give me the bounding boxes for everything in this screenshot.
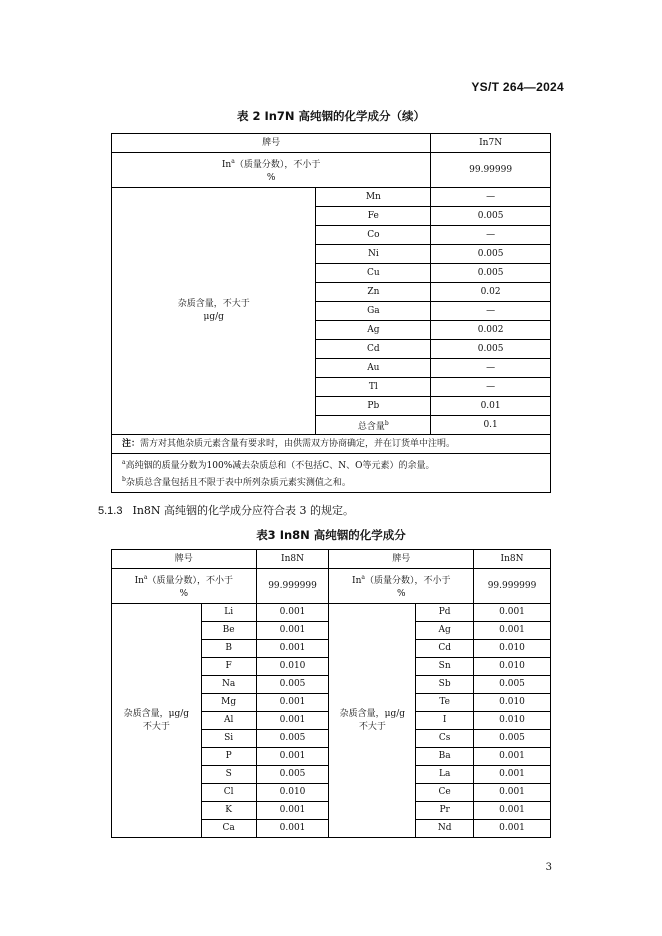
in-description: （质量分数），不小于 <box>364 576 451 586</box>
in-unit: % <box>266 173 276 183</box>
value-cell: 0.001 <box>256 802 329 820</box>
footnote-a-mark: a <box>122 459 126 466</box>
value-cell: 0.010 <box>474 694 551 712</box>
element-cell: Pr <box>416 802 474 820</box>
impurity-label-suffix: 不大于 <box>142 721 170 732</box>
table2-impurity-label <box>112 188 316 435</box>
element-cell: S <box>201 766 256 784</box>
element-cell: Tl <box>316 378 431 397</box>
value-cell: 0.001 <box>474 820 551 838</box>
value-cell: 0.02 <box>431 283 551 302</box>
impurity-label-text: 杂质含量，不大于 <box>177 299 250 309</box>
element-cell: Zn <box>316 283 431 302</box>
element-cell: Cd <box>416 640 474 658</box>
note-prefix: 注： <box>122 439 141 449</box>
table3-grade-header-left: 牌号 <box>112 550 257 569</box>
value-cell: 0.002 <box>431 321 551 340</box>
value-cell: 0.005 <box>431 264 551 283</box>
value-cell: 0.001 <box>256 820 329 838</box>
in-symbol: In <box>352 576 362 586</box>
value-cell: 0.001 <box>474 748 551 766</box>
value-cell: — <box>431 302 551 321</box>
element-cell: Si <box>201 730 256 748</box>
element-cell: F <box>201 658 256 676</box>
element-cell: Nd <box>416 820 474 838</box>
in-symbol: In <box>134 576 144 586</box>
element-cell: Ga <box>316 302 431 321</box>
table3-grade-header-right: 牌号 <box>329 550 474 569</box>
in-symbol: In <box>221 160 232 170</box>
page-number: 3 <box>545 862 552 873</box>
element-cell: Ba <box>416 748 474 766</box>
value-cell: 0.005 <box>431 340 551 359</box>
element-cell: Sn <box>416 658 474 676</box>
table2-grade-value: In7N <box>431 134 551 153</box>
clause-number: 5.1.3 <box>98 505 123 517</box>
total-value: 0.1 <box>431 416 551 435</box>
value-cell: 0.005 <box>256 676 329 694</box>
element-cell: Fe <box>316 207 431 226</box>
table2 <box>111 133 551 493</box>
value-cell: — <box>431 226 551 245</box>
footnote-mark-a: a <box>143 574 148 581</box>
value-cell: — <box>431 188 551 207</box>
table3-in-label-right <box>329 569 474 604</box>
element-cell: Ca <box>201 820 256 838</box>
element-cell: Cs <box>416 730 474 748</box>
in-unit: % <box>396 589 406 599</box>
value-cell: 0.001 <box>256 622 329 640</box>
table3-impurity-label-left <box>112 604 202 838</box>
value-cell: 0.001 <box>474 622 551 640</box>
table3-impurity-label-right <box>329 604 416 838</box>
element-cell: Na <box>201 676 256 694</box>
element-cell: B <box>201 640 256 658</box>
footnote-mark-b: b <box>384 419 389 427</box>
table3-caption: 表3 In8N 高纯铟的化学成分 <box>256 528 406 542</box>
value-cell: 0.001 <box>474 604 551 622</box>
footnote-mark-a: a <box>231 158 235 165</box>
footnote-b-mark: b <box>122 476 126 483</box>
value-cell: 0.001 <box>256 694 329 712</box>
element-cell: La <box>416 766 474 784</box>
element-cell: P <box>201 748 256 766</box>
in-description: （质量分数），不小于 <box>234 160 321 170</box>
value-cell: 0.005 <box>256 730 329 748</box>
impurity-label-text: 杂质含量，μg/g <box>123 708 190 719</box>
table2-in-label <box>112 153 431 188</box>
table3-in-value-left: 99.999999 <box>256 569 329 604</box>
note-text: 需方对其他杂质元素含量有要求时，由供需双方协商确定，并在订货单中注明。 <box>140 439 456 449</box>
table3-in-label-left <box>112 569 257 604</box>
element-cell: Au <box>316 359 431 378</box>
standard-number: YS/T 264—2024 <box>471 80 564 94</box>
in-unit: % <box>179 589 189 599</box>
element-cell: Sb <box>416 676 474 694</box>
value-cell: 0.001 <box>256 712 329 730</box>
impurity-label-text: 杂质含量，μg/g <box>339 708 406 719</box>
element-cell: Cd <box>316 340 431 359</box>
value-cell: 0.005 <box>256 766 329 784</box>
element-cell: Ce <box>416 784 474 802</box>
value-cell: — <box>431 359 551 378</box>
element-cell: Ni <box>316 245 431 264</box>
element-cell: Ag <box>316 321 431 340</box>
table3-grade-left: In8N <box>256 550 329 569</box>
impurity-label-suffix: 不大于 <box>358 721 386 732</box>
element-cell: Cl <box>201 784 256 802</box>
table-row <box>112 604 551 622</box>
element-cell: I <box>416 712 474 730</box>
value-cell: 0.010 <box>256 658 329 676</box>
element-cell: Ag <box>416 622 474 640</box>
value-cell: 0.010 <box>474 640 551 658</box>
table2-note-row <box>112 435 551 454</box>
note-cell <box>112 435 551 454</box>
value-cell: — <box>431 378 551 397</box>
element-cell: Mg <box>201 694 256 712</box>
clause-5-1-3 <box>98 502 354 518</box>
element-cell: Te <box>416 694 474 712</box>
table3-in-value-right: 99.999999 <box>474 569 551 604</box>
element-cell: Co <box>316 226 431 245</box>
footnote-mark-a: a <box>361 574 365 581</box>
footnotes-cell <box>112 454 551 493</box>
value-cell: 0.005 <box>474 676 551 694</box>
value-cell: 0.010 <box>474 712 551 730</box>
value-cell: 0.001 <box>256 604 329 622</box>
table2-footnotes-row <box>112 454 551 493</box>
value-cell: 0.005 <box>431 207 551 226</box>
value-cell: 0.001 <box>256 748 329 766</box>
value-cell: 0.010 <box>474 658 551 676</box>
value-cell: 0.010 <box>256 784 329 802</box>
value-cell: 0.005 <box>474 730 551 748</box>
element-cell: Pd <box>416 604 474 622</box>
table2-grade-header: 牌号 <box>112 134 431 153</box>
element-cell: Cu <box>316 264 431 283</box>
element-cell: Be <box>201 622 256 640</box>
clause-text: In8N 高纯铟的化学成分应符合表 3 的规定。 <box>132 504 355 517</box>
value-cell: 0.001 <box>474 766 551 784</box>
footnote-b: 杂质总含量包括且不限于表中所列杂质元素实测值之和。 <box>125 478 351 488</box>
element-cell: K <box>201 802 256 820</box>
value-cell: 0.001 <box>474 802 551 820</box>
table3 <box>111 549 551 838</box>
table-row <box>112 188 551 207</box>
element-cell: Pb <box>316 397 431 416</box>
element-cell: Li <box>201 604 256 622</box>
element-cell: Mn <box>316 188 431 207</box>
table2-caption: 表 2 In7N 高纯铟的化学成分（续） <box>236 109 426 123</box>
value-cell: 0.005 <box>431 245 551 264</box>
value-cell: 0.01 <box>431 397 551 416</box>
impurity-unit: μg/g <box>203 312 224 322</box>
footnote-a: 高纯铟的质量分数为100%减去杂质总和（不包括C、N、O等元素）的余量。 <box>125 461 435 471</box>
table3-grade-right: In8N <box>474 550 551 569</box>
in-description: （质量分数），不小于 <box>147 576 234 586</box>
value-cell: 0.001 <box>256 640 329 658</box>
table2-in-value: 99.99999 <box>431 153 551 188</box>
element-cell: Al <box>201 712 256 730</box>
value-cell: 0.001 <box>474 784 551 802</box>
total-label-cell <box>316 416 431 435</box>
total-label: 总含量 <box>357 421 385 432</box>
